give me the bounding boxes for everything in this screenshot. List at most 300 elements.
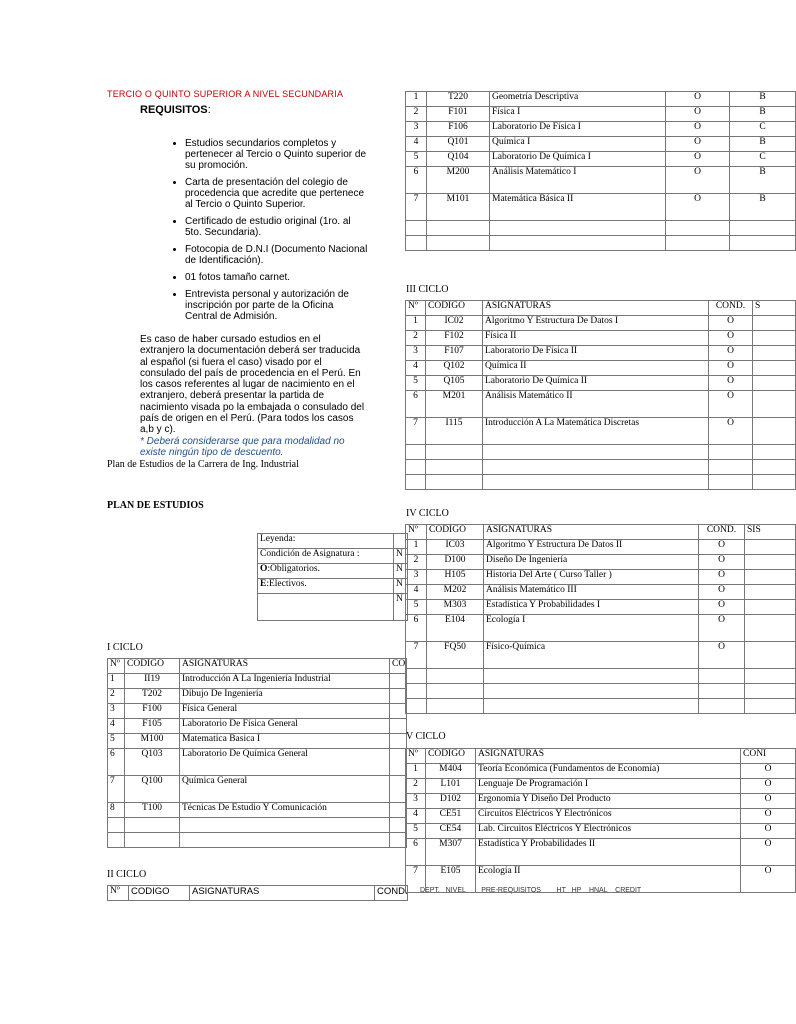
row-cond <box>390 734 407 749</box>
row-code: I115 <box>426 418 483 445</box>
row-cond: O <box>699 540 745 555</box>
table-row <box>406 615 796 642</box>
row-code: F101 <box>427 107 490 122</box>
row-extra <box>753 361 796 376</box>
row-extra <box>745 600 796 615</box>
row-cond: O <box>709 376 753 391</box>
requisite-item: • 01 fotos tamaño carnet. <box>185 272 368 283</box>
row-cond: O <box>709 391 753 418</box>
col-cond: COND. <box>375 886 408 901</box>
row-extra: B <box>730 92 796 107</box>
table-row <box>406 331 796 346</box>
row-cond: O <box>709 331 753 346</box>
table-row <box>406 600 796 615</box>
table-row <box>406 152 796 167</box>
blank-cell <box>699 699 745 714</box>
blank-cell <box>490 236 666 251</box>
row-subject: Físico-Química <box>484 642 699 669</box>
row-subject: Dibujo De Ingeniería <box>180 689 390 704</box>
legend-title: Leyenda: <box>258 534 394 549</box>
col-code: CODIGO <box>129 886 190 901</box>
ciclo2-table <box>405 91 796 251</box>
legend-empty <box>258 594 394 621</box>
ciclo3-table <box>405 300 796 490</box>
row-code: Q101 <box>427 137 490 152</box>
foreign-studies-paragraph: Es caso de haber cursado estudios en el extranjero la documentación deberá ser traducida al español (si fuera el caso) visado por el consulado del país de procedencia en el Perú. En los casos referentes al lugar de nacimiento en el extranjero, deberá presentar la partida de nacimiento visada po la embajada o consulado del país de origen en el Perú. (Para todos los casos a,b y c). <box>140 334 365 436</box>
row-cond: O <box>741 824 796 839</box>
row-cond: O <box>741 779 796 794</box>
row-subject: Química I <box>490 137 666 152</box>
row-subject: Ecología I <box>484 615 699 642</box>
row-num: 1 <box>406 316 426 331</box>
table-row <box>406 167 796 194</box>
row-code: F102 <box>426 331 483 346</box>
row-code: Q105 <box>426 376 483 391</box>
requisite-item: • Carta de presentación del colegio de procedencia que acredite que pertenece al Tercio o Quinto Superior. <box>185 177 368 210</box>
blank-cell <box>406 445 426 460</box>
row-subject: Física General <box>180 704 390 719</box>
row-subject: Física I <box>490 107 666 122</box>
row-cond: O <box>666 92 730 107</box>
row-num: 2 <box>406 331 426 346</box>
blank-cell <box>390 818 407 833</box>
row-cond: O <box>666 152 730 167</box>
blank-cell <box>709 475 753 490</box>
row-cond <box>390 749 407 776</box>
row-code: H105 <box>427 570 484 585</box>
row-extra <box>745 585 796 600</box>
row-subject: Introducción A La Matemática Discretas <box>483 418 709 445</box>
blank-cell <box>730 236 796 251</box>
table-row <box>108 749 407 776</box>
row-code: Q100 <box>125 776 180 803</box>
row-num: 1 <box>406 92 427 107</box>
table-row <box>406 122 796 137</box>
row-cond: O <box>709 361 753 376</box>
table-row <box>108 704 407 719</box>
row-num: 2 <box>406 555 427 570</box>
requisites-list <box>163 138 368 328</box>
row-cond: O <box>741 809 796 824</box>
legend-right-3: N <box>394 579 408 594</box>
ciclo3-header <box>406 301 796 316</box>
row-extra <box>745 642 796 669</box>
row-code: II19 <box>125 674 180 689</box>
table-row <box>406 779 796 794</box>
table-row <box>406 376 796 391</box>
row-cond <box>390 704 407 719</box>
row-num: 5 <box>108 734 125 749</box>
requisite-item: • Certificado de estudio original (1ro. al 5to. Secundaria). <box>185 216 368 238</box>
table-row <box>406 418 796 445</box>
blank-cell <box>753 445 796 460</box>
table-row <box>406 555 796 570</box>
requisite-item: • Estudios secundarios completos y pertenecer al Tercio o Quinto superior de su promoción. <box>185 138 368 171</box>
row-subject: Laboratorio De Química II <box>483 376 709 391</box>
blank-cell <box>484 699 699 714</box>
col-code: CODIGO <box>125 659 180 674</box>
row-extra <box>753 391 796 418</box>
blank-row <box>406 669 796 684</box>
row-code: Q104 <box>427 152 490 167</box>
row-extra: C <box>730 152 796 167</box>
row-code: D102 <box>426 794 476 809</box>
blank-cell <box>745 669 796 684</box>
blank-cell <box>666 221 730 236</box>
row-extra <box>753 346 796 361</box>
row-subject: Lab. Circuitos Eléctricos Y Electrónicos <box>476 824 741 839</box>
row-num: 4 <box>406 585 427 600</box>
row-cond: O <box>741 839 796 866</box>
row-num: 3 <box>406 570 427 585</box>
blank-cell <box>406 684 427 699</box>
row-extra: B <box>730 194 796 221</box>
row-code: F106 <box>427 122 490 137</box>
admission-heading: TERCIO O QUINTO SUPERIOR A NIVEL SECUNDARIA <box>107 89 344 99</box>
row-code: E104 <box>427 615 484 642</box>
row-subject: Análisis Matemático I <box>490 167 666 194</box>
blank-cell <box>406 236 427 251</box>
ciclo2-header-table <box>107 885 408 901</box>
blank-cell <box>745 684 796 699</box>
blank-row <box>406 699 796 714</box>
row-subject: Diseño De Ingeniería <box>484 555 699 570</box>
col-subject: ASIGNATURAS <box>483 301 709 316</box>
blank-cell <box>483 445 709 460</box>
requisites-title: REQUISITOS: <box>140 104 211 116</box>
row-extra <box>745 615 796 642</box>
row-num: 8 <box>108 803 125 818</box>
blank-cell <box>406 221 427 236</box>
blank-cell <box>125 833 180 848</box>
table-row <box>406 346 796 361</box>
blank-cell <box>125 818 180 833</box>
row-subject: Laboratorio De Química General <box>180 749 390 776</box>
col-subject: ASIGNATURAS <box>180 659 390 674</box>
col-sis: SIS <box>745 525 796 540</box>
table-row <box>406 866 796 893</box>
row-extra: B <box>730 137 796 152</box>
table-row <box>108 776 407 803</box>
row-extra <box>753 376 796 391</box>
row-num: 1 <box>406 764 426 779</box>
row-code: M307 <box>426 839 476 866</box>
row-num: 2 <box>108 689 125 704</box>
ciclo4-title: IV CICLO <box>406 508 449 519</box>
col-subject: ASIGNATURAS <box>484 525 699 540</box>
blank-cell <box>483 475 709 490</box>
row-code: T202 <box>125 689 180 704</box>
blank-cell <box>745 699 796 714</box>
row-extra <box>753 418 796 445</box>
table-row <box>406 107 796 122</box>
row-cond: O <box>741 866 796 893</box>
row-num: 5 <box>406 600 427 615</box>
ciclo2-overlap-header: DEPT. NIVEL PRE-REQUISITOS HT HP HNAL CREDIT <box>420 887 642 894</box>
row-code: IC02 <box>426 316 483 331</box>
row-code: D100 <box>427 555 484 570</box>
table-row <box>406 92 796 107</box>
blank-row <box>406 236 796 251</box>
row-cond: O <box>666 167 730 194</box>
row-code: FQ50 <box>427 642 484 669</box>
blank-cell <box>390 833 407 848</box>
row-subject: Estadística Y Probabilidades II <box>476 839 741 866</box>
blank-row <box>406 221 796 236</box>
row-subject: Ecología II <box>476 866 741 893</box>
table-row <box>108 674 407 689</box>
row-extra: B <box>730 107 796 122</box>
row-num: 5 <box>406 152 427 167</box>
table-row <box>406 194 796 221</box>
blank-cell <box>406 460 426 475</box>
row-num: 3 <box>406 122 427 137</box>
row-num: 4 <box>108 719 125 734</box>
row-subject: Algoritmo Y Estructura De Datos I <box>483 316 709 331</box>
row-num: 2 <box>406 779 426 794</box>
row-code: F100 <box>125 704 180 719</box>
row-cond <box>390 674 407 689</box>
blank-row <box>406 445 796 460</box>
ciclo1-title: I CICLO <box>107 642 143 653</box>
table-row <box>406 570 796 585</box>
ciclo2-body-wrap <box>405 91 768 266</box>
row-num: 6 <box>108 749 125 776</box>
row-subject: Historia Del Arte ( Curso Taller ) <box>484 570 699 585</box>
table-row <box>406 764 796 779</box>
requisite-item: • Entrevista personal y autorización de inscripción por parte de la Oficina Central de Admisión. <box>185 289 368 322</box>
ciclo5-header <box>406 749 796 764</box>
row-num: 4 <box>406 137 427 152</box>
table-row <box>108 803 407 818</box>
col-cond: CO <box>390 659 407 674</box>
blank-cell <box>180 818 390 833</box>
row-cond <box>390 689 407 704</box>
table-row <box>406 361 796 376</box>
row-subject: Física II <box>483 331 709 346</box>
row-code: M200 <box>427 167 490 194</box>
requisites-label: REQUISITOS <box>140 104 208 116</box>
table-row <box>406 839 796 866</box>
blank-cell <box>709 460 753 475</box>
row-num: 7 <box>406 418 426 445</box>
row-cond <box>390 719 407 734</box>
row-extra <box>753 331 796 346</box>
blank-cell <box>406 475 426 490</box>
row-subject: Ergonomía Y Diseño Del Producto <box>476 794 741 809</box>
row-num: 6 <box>406 615 427 642</box>
row-num: 7 <box>406 642 427 669</box>
row-code: M202 <box>427 585 484 600</box>
row-cond: O <box>699 615 745 642</box>
row-code: Q102 <box>426 361 483 376</box>
blank-row <box>406 684 796 699</box>
row-code: M404 <box>426 764 476 779</box>
table-row <box>406 585 796 600</box>
row-code: F105 <box>125 719 180 734</box>
blank-row <box>406 460 796 475</box>
row-cond: O <box>666 122 730 137</box>
blank-cell <box>426 475 483 490</box>
table-row <box>406 794 796 809</box>
blank-cell <box>406 669 427 684</box>
legend-table <box>257 533 408 621</box>
row-num: 5 <box>406 824 426 839</box>
row-num: 5 <box>406 376 426 391</box>
ciclo4-header <box>406 525 796 540</box>
ciclo3-title: III CICLO <box>406 284 449 295</box>
col-code: CODIGO <box>427 525 484 540</box>
table-row <box>406 316 796 331</box>
blank-cell <box>483 460 709 475</box>
row-num: 4 <box>406 361 426 376</box>
row-extra <box>745 555 796 570</box>
discount-note: * Deberá considerarse que para modalidad no existe ningún tipo de descuento. <box>140 436 345 459</box>
row-num: 6 <box>406 391 426 418</box>
ciclo5-wrap <box>405 748 772 896</box>
row-cond: O <box>666 194 730 221</box>
ciclo3-wrap <box>405 300 768 490</box>
blank-cell <box>490 221 666 236</box>
row-cond: O <box>709 346 753 361</box>
row-num: 3 <box>406 346 426 361</box>
row-cond: O <box>666 137 730 152</box>
row-cond: O <box>741 764 796 779</box>
row-code: M100 <box>125 734 180 749</box>
blank-cell <box>406 699 427 714</box>
table-row <box>406 809 796 824</box>
row-code: IC03 <box>427 540 484 555</box>
blank-cell <box>427 669 484 684</box>
row-code: CE54 <box>426 824 476 839</box>
blank-cell <box>427 684 484 699</box>
ciclo4-wrap <box>405 524 768 714</box>
blank-cell <box>108 818 125 833</box>
blank-row <box>108 833 407 848</box>
row-subject: Algoritmo Y Estructura De Datos II <box>484 540 699 555</box>
ciclo2-header <box>108 886 408 901</box>
row-cond: O <box>699 585 745 600</box>
row-num: 7 <box>108 776 125 803</box>
row-subject: Laboratorio De Química I <box>490 152 666 167</box>
row-subject: Lenguaje De Programación I <box>476 779 741 794</box>
col-num: Nº <box>108 659 125 674</box>
row-code: T100 <box>125 803 180 818</box>
blank-cell <box>484 684 699 699</box>
ciclo1-table <box>107 658 407 848</box>
row-extra <box>745 570 796 585</box>
row-num: 2 <box>406 107 427 122</box>
col-cond: COND. <box>709 301 753 316</box>
ciclo4-table <box>405 524 796 714</box>
row-num: 3 <box>108 704 125 719</box>
row-num: 7 <box>406 194 427 221</box>
requisite-item: • Fotocopia de D.N.I (Documento Nacional de Identificación). <box>185 244 368 266</box>
row-cond: O <box>666 107 730 122</box>
ciclo1-header <box>108 659 407 674</box>
row-extra: B <box>730 167 796 194</box>
table-row <box>108 734 407 749</box>
row-subject: Laboratorio De Física General <box>180 719 390 734</box>
row-subject: Análisis Matemático II <box>483 391 709 418</box>
blank-row <box>108 818 407 833</box>
blank-cell <box>484 669 699 684</box>
row-cond <box>390 776 407 803</box>
col-subject: ASIGNATURAS <box>190 886 375 901</box>
legend-right-2: N <box>394 564 408 579</box>
row-subject: Matematica Basica I <box>180 734 390 749</box>
table-row <box>406 824 796 839</box>
col-num: Nº <box>406 525 427 540</box>
row-cond: O <box>741 794 796 809</box>
row-code: F107 <box>426 346 483 361</box>
table-row <box>406 391 796 418</box>
row-subject: Circuitos Eléctricos Y Electrónicos <box>476 809 741 824</box>
row-num: 1 <box>406 540 427 555</box>
row-subject: Geometría Descriptiva <box>490 92 666 107</box>
row-extra <box>745 540 796 555</box>
legend-electivo: E:Electivos. <box>258 579 394 594</box>
row-code: M303 <box>427 600 484 615</box>
row-num: 4 <box>406 809 426 824</box>
row-cond: O <box>709 316 753 331</box>
col-cond: CONI <box>741 749 796 764</box>
col-num: Nº <box>406 749 426 764</box>
row-extra <box>753 316 796 331</box>
row-cond: O <box>699 570 745 585</box>
blank-cell <box>699 669 745 684</box>
row-subject: Química General <box>180 776 390 803</box>
col-subject: ASIGNATURAS <box>476 749 741 764</box>
row-num: 3 <box>406 794 426 809</box>
legend-obligatorio: O:Obligatorios. <box>258 564 394 579</box>
table-row <box>406 137 796 152</box>
blank-cell <box>427 699 484 714</box>
col-sis: S <box>753 301 796 316</box>
table-row <box>108 689 407 704</box>
ciclo5-table <box>405 748 796 893</box>
blank-cell <box>426 445 483 460</box>
col-num: Nº <box>108 886 129 901</box>
plan-title: PLAN DE ESTUDIOS <box>107 500 204 511</box>
row-extra: C <box>730 122 796 137</box>
ciclo2-title: II CICLO <box>107 869 147 880</box>
col-num: Nº <box>406 301 426 316</box>
col-code: CODIGO <box>426 301 483 316</box>
blank-cell <box>709 445 753 460</box>
row-cond: O <box>699 642 745 669</box>
row-subject: Laboratorio De Física II <box>483 346 709 361</box>
blank-cell <box>753 475 796 490</box>
row-code: CE51 <box>426 809 476 824</box>
row-code: M101 <box>427 194 490 221</box>
row-code: Q103 <box>125 749 180 776</box>
row-num: 1 <box>108 674 125 689</box>
col-cond: COND. <box>699 525 745 540</box>
legend-right-4: N <box>394 594 408 621</box>
table-row <box>406 642 796 669</box>
row-subject: Química II <box>483 361 709 376</box>
legend-right-1: N <box>394 549 408 564</box>
row-subject: Técnicas De Estudio Y Comunicación <box>180 803 390 818</box>
row-subject: Teoría Económica (Fundamentos de Economía) <box>476 764 741 779</box>
blank-cell <box>180 833 390 848</box>
blank-cell <box>699 684 745 699</box>
row-code: L101 <box>426 779 476 794</box>
blank-cell <box>666 236 730 251</box>
blank-cell <box>108 833 125 848</box>
row-cond: O <box>709 418 753 445</box>
